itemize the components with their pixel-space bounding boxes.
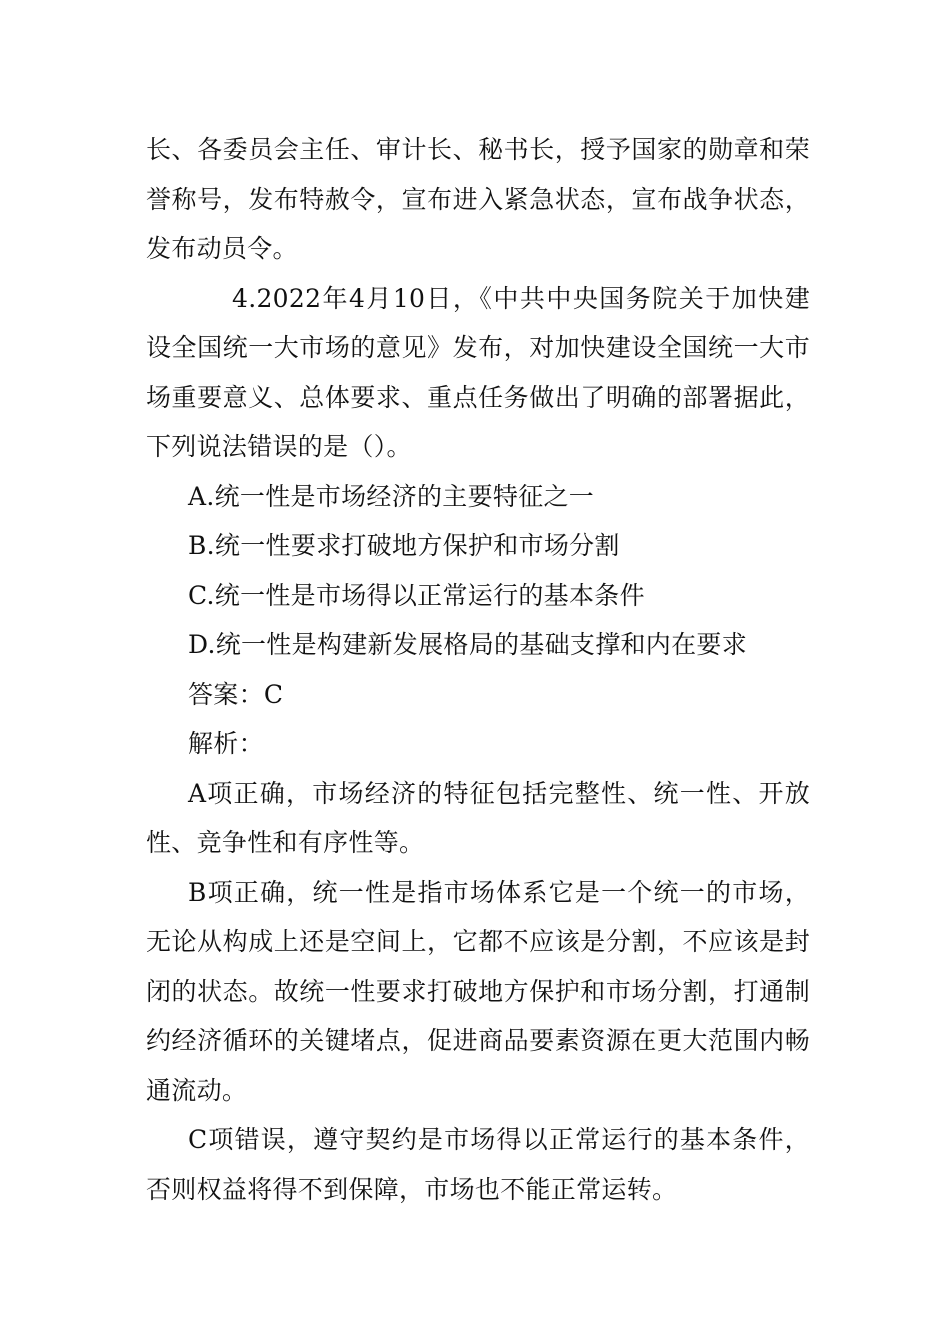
option-b: B.统一性要求打破地方保护和市场分割 <box>188 531 620 560</box>
continuation-paragraph: 长、各委员会主任、审计长、秘书长，授予国家的勋章和荣誉称号，发布特赦令，宣布进入紧急状态，宣布战争状态，发布动员令。 <box>146 135 810 263</box>
analysis-a: A项正确，市场经济的特征包括完整性、统一性、开放性、竞争性和有序性等。 <box>146 778 810 857</box>
question-stem: 4.2022年4月10日，《中共中央国务院关于加快建设全国统一大市场的意见》发布，对加快建设全国统一大市场重要意义、总体要求、重点任务做出了明确的部署据此，下列说法错误的是（）。 <box>146 283 810 461</box>
option-c: C.统一性是市场得以正常运行的基本条件 <box>188 580 645 610</box>
analysis-b: B项正确，统一性是指市场体系它是一个统一的市场，无论从构成上还是空间上，它都不应该是分割，不应该是封闭的状态。故统一性要求打破地方保护和市场分割，打通制约经济循环的关键堵点，促进商品要素资源在更大范围内畅通流动。 <box>146 877 810 1105</box>
option-d: D.统一性是构建新发展格局的基础支撑和内在要求 <box>188 630 748 659</box>
answer-line: 答案：C <box>188 679 284 709</box>
analysis-label: 解析： <box>188 729 264 758</box>
option-a: A.统一性是市场经济的主要特征之一 <box>188 481 595 511</box>
analysis-c: C项错误，遵守契约是市场得以正常运行的基本条件，否则权益将得不到保障，市场也不能正常运转。 <box>146 1125 810 1204</box>
